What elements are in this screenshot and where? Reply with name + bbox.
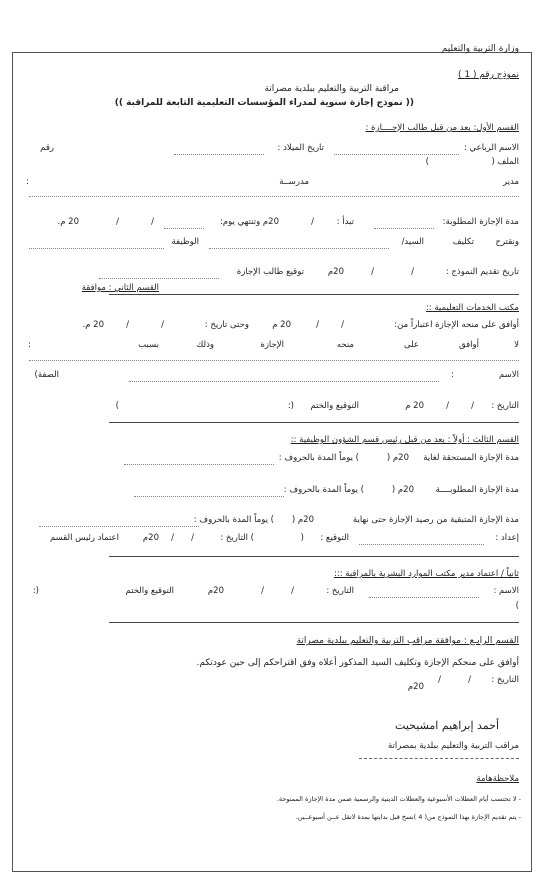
sec3b-name-label: الاسم :	[493, 586, 519, 596]
section2-bottom-line	[109, 422, 519, 423]
section3b-title: ثانياً / اعتماد مدير مكتب الموارد البشرية بالمراقبة :::	[334, 569, 519, 579]
submit-slash-1: /	[411, 267, 414, 277]
until-year: 20 م.	[82, 320, 104, 330]
until-slash-2: /	[126, 320, 129, 330]
sec2-date-year: 20 م	[405, 401, 424, 411]
full-name-field[interactable]	[334, 154, 459, 155]
section3-title: القسم الثالث : أولاً : يعد من قبل رئيس قسم الشؤون الوظيفية ::	[290, 435, 519, 445]
sec2-date-label: التاريخ :	[491, 401, 519, 411]
entitled-label: مدة الإجازة المستحقة لغاية	[423, 453, 519, 463]
disagree-word-5: الإجازة	[260, 340, 284, 350]
full-name-label: الاسم الرباعي :	[463, 143, 519, 153]
sec3b-date-year: 20م	[207, 586, 224, 596]
duration-field[interactable]	[374, 228, 434, 229]
remaining-words-field[interactable]	[39, 526, 199, 527]
school-label: مدرســة	[279, 177, 309, 187]
office-name: مراقبة التربية والتعليم ببلدية مصراتة	[264, 84, 399, 94]
submit-year: 20م	[327, 267, 344, 277]
end-slash-2: /	[116, 217, 119, 227]
ministry-name: وزارة التربية والتعليم	[441, 44, 519, 54]
birth-date-label: تاريخ الميلاد :	[277, 143, 324, 153]
remaining-days: ) يوماً المدة بالحروف :	[193, 515, 274, 525]
notes-title: ملاحظةهامة	[476, 774, 519, 784]
requested-words-field[interactable]	[134, 496, 284, 497]
disagree-word-6: وذلك	[196, 340, 214, 350]
signer-divider	[359, 758, 519, 759]
remaining-year: 20م (	[291, 515, 314, 525]
sec3-sign-label: التوقيع :	[320, 533, 349, 543]
file-close: )	[425, 157, 429, 167]
end-slash-1: /	[151, 217, 154, 227]
section2-top-line	[109, 294, 519, 295]
sec3b-name-field[interactable]	[369, 597, 479, 598]
sec2-date-slash-1: /	[471, 401, 474, 411]
sec2-signature-label: التوقيع والختم	[310, 401, 359, 411]
duration-label: مدة الإجازة المطلوبة:	[442, 217, 519, 227]
disagree-word-1: لا	[514, 340, 519, 350]
disagree-word-3: على	[404, 340, 419, 350]
remaining-label: مدة الإجازة المتبقية من رصيد الإجازة حتى نهاية	[352, 515, 519, 525]
sec4-date-slash-1: /	[468, 675, 471, 685]
prepared-field[interactable]	[359, 544, 484, 545]
assign-label: تكليف	[452, 237, 474, 247]
until-slash-1: /	[161, 320, 164, 330]
sec3b-date-slash-1: /	[291, 586, 294, 596]
sec2-signature-close: )	[115, 401, 119, 411]
form-number: نموذج رقم ( 1 )	[457, 70, 519, 80]
sec3-sign-open: (	[300, 533, 304, 543]
sec3-date-slash-1: /	[191, 533, 194, 543]
agree-year: 20 م	[272, 320, 291, 330]
submit-date-label: تاريخ تقديم النموذج :	[445, 267, 519, 277]
mr-label: السيد/	[401, 237, 424, 247]
note-item-2: - يتم تقديم الإجازة بهذا النموذج من( 4 )نسخ قبل بدايتها بمدة لاتقل عــن أسبوعــين.	[295, 813, 521, 821]
sec4-date-year: 20م	[407, 682, 424, 692]
agree-slash-1: /	[341, 320, 344, 330]
disagree-word-7: بسبب	[138, 340, 159, 350]
sec3b-signature-open: (:	[32, 586, 39, 596]
sec3-date-year: 20م	[142, 533, 159, 543]
entitled-days: ) يوماً المدة بالحروف :	[278, 453, 359, 463]
agree-from-label: أوافق على منحه الإجازة اعتباراً من:	[394, 320, 519, 330]
disagree-reason-field[interactable]	[29, 360, 519, 361]
manager-school-field[interactable]	[29, 196, 519, 197]
job-label: الوظيفة	[171, 237, 199, 247]
entitled-year: 20م (	[386, 453, 409, 463]
section3b-bottom-line	[109, 622, 519, 623]
start-slash-1: /	[311, 217, 314, 227]
assignee-name-field[interactable]	[209, 248, 389, 249]
sec4-date-slash-2: /	[438, 675, 441, 685]
disagree-word-4: منحه	[336, 340, 354, 350]
propose-label: ونقترح	[495, 237, 519, 247]
manager-label: مدير	[502, 177, 519, 187]
school-colon: :	[26, 177, 29, 187]
sec3b-date-slash-2: /	[261, 586, 264, 596]
section3-bottom-line	[109, 556, 519, 557]
birth-date-field[interactable]	[174, 154, 264, 155]
sec4-date-label: التاريخ :	[491, 675, 519, 685]
prepared-label: إعداد :	[495, 533, 519, 543]
section1-title: القسم الأول: يعد من قبل طالب الإجــــازة :	[365, 123, 519, 133]
applicant-signature-field[interactable]	[99, 278, 219, 279]
section2-title: القسم الثاني : موافقة	[81, 283, 159, 293]
disagree-word-2: أوافق	[459, 340, 479, 350]
requested-label: مدة الإجازة المطلوبــــة	[435, 485, 519, 495]
job-field[interactable]	[29, 248, 164, 249]
number-label: رقم	[40, 143, 54, 153]
disagree-colon: :	[28, 340, 31, 350]
form-title: (( نموذج إجازة سنوية لمدراء المؤسسات التعليمية التابعة للمراقبة ))	[114, 98, 414, 108]
sec2-date-slash-2: /	[446, 401, 449, 411]
until-label: وحتى تاريخ :	[204, 320, 249, 330]
end-day-field[interactable]	[164, 228, 204, 229]
file-label: الملف (	[491, 157, 519, 167]
sec2-name-colon: :	[451, 370, 454, 380]
submit-slash-2: /	[371, 267, 374, 277]
capacity-label: الصفة)	[34, 370, 59, 380]
applicant-signature-label: توقيع طالب الإجازة	[236, 267, 304, 277]
sec3b-date-label: التاريخ :	[326, 586, 354, 596]
entitled-words-field[interactable]	[124, 464, 274, 465]
section4-approval-text: أوافق على منحكم الإجازة وتكليف السيد المذكور أعلاه وفق اقتراحكم إلى حين عودتكم.	[196, 658, 519, 668]
section2-office: مكتب الخدمات التعليمية ::	[425, 303, 519, 313]
sec2-signature-open: (:	[287, 401, 294, 411]
sec3-date-label: ) التاريخ :	[220, 533, 254, 543]
sec3b-name-close: )	[515, 601, 519, 611]
signer-title: مراقب التربية والتعليم ببلدية بمصراتة	[387, 741, 519, 751]
end-year: 20 م.	[57, 217, 79, 227]
sec2-name-label: الاسم	[499, 370, 519, 380]
signer-name: أحمد إبراهيم امشيحيت	[395, 719, 499, 732]
sec3-date-slash-2: /	[171, 533, 174, 543]
approve-head-label: اعتماد رئيس القسم	[49, 533, 119, 543]
sec3b-signature-label: التوقيع والختم	[125, 586, 174, 596]
requested-days: ) يوماً المدة بالحروف :	[283, 485, 364, 495]
starts-label: تبدأ :	[336, 217, 354, 227]
requested-year: 20م (	[391, 485, 414, 495]
sec2-name-field[interactable]	[129, 381, 439, 382]
agree-slash-2: /	[316, 320, 319, 330]
note-item-1: - لا تحتسب أيام العطلات الأسبوعية والعطلات الدينية والرسمية ضمن مدة الإجازة الممنوحة.	[276, 795, 521, 803]
ends-label: 20م وتنتهي يوم:	[220, 217, 279, 227]
section4-title: القسم الرابـع : موافقة مراقب التربية والتعليم ببلدية مصراتة	[296, 636, 519, 646]
